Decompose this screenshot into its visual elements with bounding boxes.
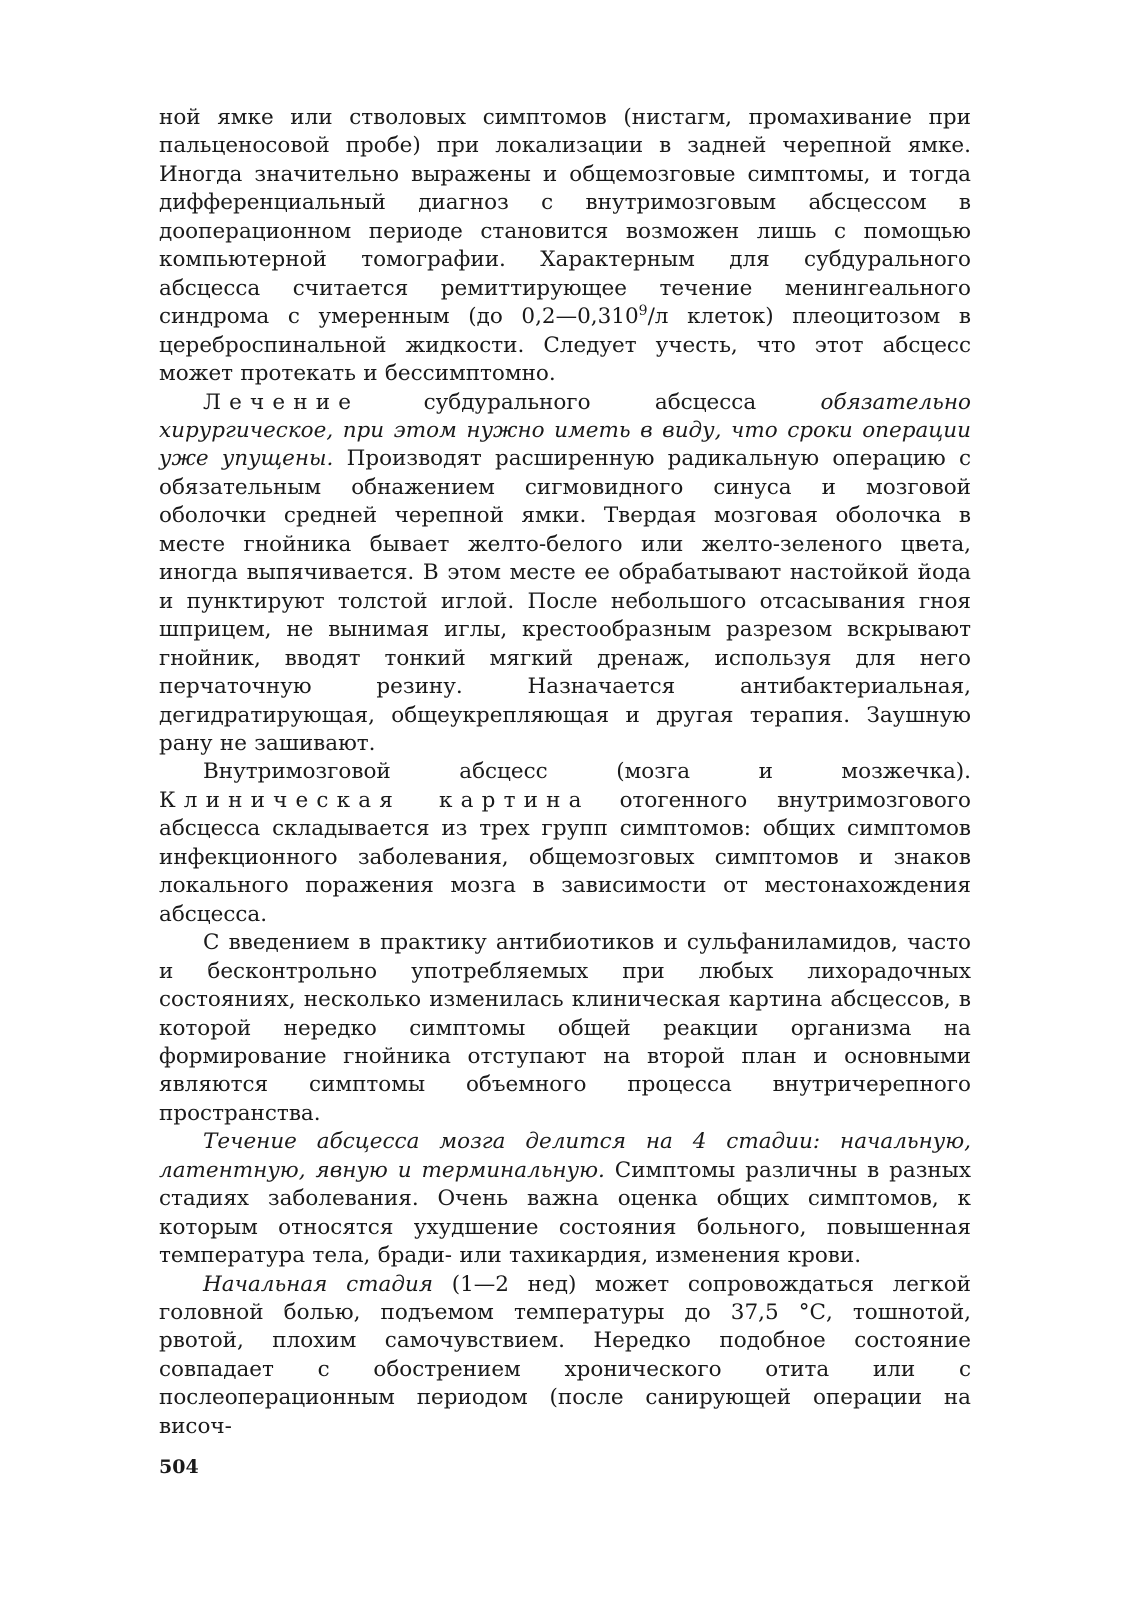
paragraph-text: (1—2 нед) может сопровождаться легкой головной болью, подъемом температуры до 37,5 °С, тошнотой, рвотой, плохим самочувствием. Нередко подобное состояние совпадает с обострением хронического отита или с послеоперационным периодом (после санирующей операции на височ- xyxy=(159,1271,971,1439)
italic-emphasis: Течение абсцесса мозга делится на 4 стадии: начальную, латентную, явную и терминальную. xyxy=(159,1129,971,1183)
page-number: 504 xyxy=(159,1456,199,1478)
page-body xyxy=(159,104,971,1441)
paragraph-text: С введением в практику антибиотиков и сульфаниламидов, часто и бесконтрольно употребляемых при любых лихорадочных состояниях, несколько изменилась клиническая картина абсцессов, в которой нередко симптомы общей реакции организма на формирование гнойника отступают на второй план и основными являются симптомы объемного процесса внутричерепного пространства. xyxy=(159,930,971,1126)
paragraph-text: Симптомы различны в разных стадиях заболевания. Очень важна оценка общих симптомов, к которым относятся ухудшение состояния больного, повышенная температура тела, бради- или тахикардия, изменения крови. xyxy=(159,1157,972,1269)
paragraph-text: /л клеток) плеоцитозом в цереброспинальной жидкости. Следует учесть, что этот абсцесс может протекать и бессимптомно. xyxy=(159,304,971,387)
spaced-heading: Лечение xyxy=(203,389,360,415)
paragraph-intracerebral-abscess xyxy=(159,758,971,929)
paragraph-text: Внутримозговой абсцесс (мозга и мозжечка). xyxy=(203,759,971,785)
paragraph-text: отогенного внутримозгового абсцесса складывается из трех групп симптомов: общих симптомов инфекционного заболевания, общемозговых симптомов и знаков локального поражения мозга в зависимости от местонахождения абсцесса. xyxy=(159,787,971,927)
paragraph-stages xyxy=(159,1128,971,1270)
multiplier-exponent: 9 xyxy=(638,303,648,320)
paragraph-text: Производят расширенную радикальную операцию с обязательным обнажением сигмовидного синуса и мозговой оболочки средней черепной ямки. Твердая мозговая оболочка в месте гнойника бывает желто-белого или желто-зеленого цвета, иногда выпячивается. В этом месте ее обрабатывают настойкой йода и пунктируют толстой иглой. После небольшого отсасывания гноя шприцем, не вынимая иглы, крестообразным разрезом вскрывают гнойник, вводят тонкий мягкий дренаж, используя для него перчаточную резину. Назначается антибактериальная, дегидратирующая, общеукрепляющая и другая терапия. Заушную рану не зашивают. xyxy=(159,446,972,756)
spaced-heading: Клиническая картина xyxy=(159,787,590,813)
italic-emphasis: Начальная стадия xyxy=(203,1271,434,1297)
paragraph-initial-stage xyxy=(159,1271,971,1442)
paragraph-text: ной ямке или стволовых симптомов (нистагм, промахивание при пальценосовой пробе) при локализации в задней черепной ямке. Иногда значительно выражены и общемозговые симптомы, и тогда дифференциальный диагноз с внутримозговым абсцессом в дооперационном периоде становится возможен лишь с помощью компьютерной томографии. Характерным для субдурального абсцесса считается ремиттирующее течение менингеального синдрома с умеренным (до 0,2—0,3 xyxy=(159,105,971,330)
paragraph-subdural-symptoms xyxy=(159,104,971,389)
paragraph-antibiotics xyxy=(159,929,971,1128)
multiplier-base: 10 xyxy=(611,304,639,330)
italic-emphasis: обязательно хирургическое, при этом нужно иметь в виду, что сроки операции уже упущены. xyxy=(159,389,971,472)
paragraph-subdural-treatment xyxy=(159,389,971,759)
paragraph-text: субдурального абсцесса xyxy=(359,389,821,415)
